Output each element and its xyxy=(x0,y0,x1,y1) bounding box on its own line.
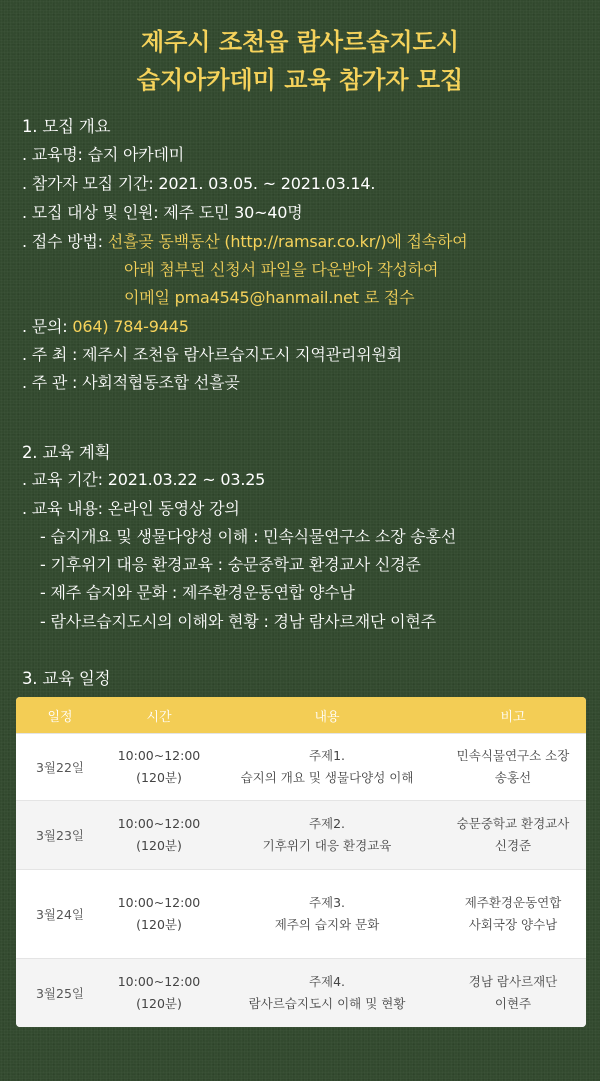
host-line: . 주 최 : 제주시 조천읍 람사르습지도시 지역관리위원회 xyxy=(22,345,402,364)
edu-period-value: 2021.03.22 ~ 03.25 xyxy=(107,470,266,489)
duration: (120분) xyxy=(136,838,182,853)
topic-title: 제주의 습지와 문화 xyxy=(274,917,380,932)
time-cell xyxy=(104,870,214,958)
time-cell xyxy=(104,801,214,869)
note-affiliation: 제주환경운동연합 xyxy=(464,895,562,910)
schedule-table xyxy=(16,697,586,1027)
topic-item: - 제주 습지와 문화 : 제주환경운동연합 양수남 xyxy=(40,583,355,602)
apply-label: . 접수 방법: xyxy=(22,232,108,251)
table-row xyxy=(16,869,586,958)
table-row xyxy=(16,733,586,800)
table-header xyxy=(16,697,586,733)
edu-content-line xyxy=(22,496,240,519)
contact-label: . 문의: xyxy=(22,317,73,336)
time-range: 10:00~12:00 xyxy=(117,974,201,989)
note-cell xyxy=(440,959,586,1027)
contact-line xyxy=(22,314,189,337)
topic-item: - 람사르습지도시의 이해와 현황 : 경남 람사르재단 이현주 xyxy=(40,612,436,631)
recruit-period-label: . 참가자 모집 기간: xyxy=(22,174,159,193)
note-name: 신경준 xyxy=(494,838,532,853)
note-name: 송홍선 xyxy=(494,770,532,785)
column-header: 시간 xyxy=(146,709,172,725)
organizer-line: . 주 관 : 사회적협동조합 선흘곶 xyxy=(22,373,240,392)
note-cell xyxy=(440,801,586,869)
contact-value: 064) 784-9445 xyxy=(72,317,189,336)
note-affiliation: 경남 람사르재단 xyxy=(468,974,558,989)
edu-period-label: . 교육 기간: xyxy=(22,470,108,489)
title-line-1: 제주시 조천읍 람사르습지도시 xyxy=(140,28,460,56)
edu-period-line xyxy=(22,467,265,490)
course-value: 습지 아카데미 xyxy=(87,145,185,164)
duration: (120분) xyxy=(136,917,182,932)
course-label: . 교육명: xyxy=(22,145,88,164)
table-row xyxy=(16,800,586,869)
topic-item: - 기후위기 대응 환경교육 : 숭문중학교 환경교사 신경준 xyxy=(40,555,421,574)
edu-content-value: 온라인 동영상 강의 xyxy=(107,499,240,518)
note-affiliation: 숭문중학교 환경교사 xyxy=(456,816,570,831)
recruit-period-value: 2021. 03.05. ~ 2021.03.14. xyxy=(158,174,376,193)
apply-line-3: 이메일 pma4545@hanmail.net 로 접수 xyxy=(124,288,415,307)
title-line-2: 습지아카데미 교육 참가자 모집 xyxy=(136,66,464,94)
content-cell xyxy=(214,801,440,869)
note-cell xyxy=(440,870,586,958)
duration: (120분) xyxy=(136,770,182,785)
time-range: 10:00~12:00 xyxy=(117,895,201,910)
topic-title: 기후위기 대응 환경교육 xyxy=(262,838,392,853)
target-line xyxy=(22,200,303,223)
section1-heading: 1. 모집 개요 xyxy=(22,117,111,136)
date-cell: 3월23일 xyxy=(35,828,84,843)
topic-number: 주제1. xyxy=(308,748,346,763)
topic-title: 람사르습지도시 이해 및 현황 xyxy=(248,996,406,1011)
apply-line-1: 선흘곶 동백동산 (http://ramsar.co.kr/)에 접속하여 xyxy=(107,232,468,251)
section3-heading: 3. 교육 일정 xyxy=(22,669,111,688)
column-header: 비고 xyxy=(500,709,526,725)
time-range: 10:00~12:00 xyxy=(117,816,201,831)
date-cell: 3월22일 xyxy=(35,760,84,775)
note-name: 이현주 xyxy=(494,996,532,1011)
date-cell: 3월25일 xyxy=(35,986,84,1001)
edu-content-label: . 교육 내용: xyxy=(22,499,108,518)
content-cell xyxy=(214,959,440,1027)
time-range: 10:00~12:00 xyxy=(117,748,201,763)
apply-line xyxy=(22,229,468,252)
topic-number: 주제3. xyxy=(308,895,346,910)
time-cell xyxy=(104,959,214,1027)
topic-item: - 습지개요 및 생물다양성 이해 : 민속식물연구소 소장 송홍선 xyxy=(40,527,456,546)
note-affiliation: 민속식물연구소 소장 xyxy=(456,748,570,763)
topic-number: 주제4. xyxy=(308,974,346,989)
column-header: 일정 xyxy=(47,709,73,725)
note-name: 사회국장 양수남 xyxy=(468,917,558,932)
course-line xyxy=(22,142,184,165)
section2-heading: 2. 교육 계획 xyxy=(22,443,111,462)
table-row xyxy=(16,958,586,1027)
recruit-period-line xyxy=(22,171,375,194)
topic-title: 습지의 개요 및 생물다양성 이해 xyxy=(240,770,414,785)
note-cell xyxy=(440,734,586,800)
content-cell xyxy=(214,870,440,958)
time-cell xyxy=(104,734,214,800)
column-header: 내용 xyxy=(314,709,340,725)
date-cell: 3월24일 xyxy=(35,907,84,922)
content-cell xyxy=(214,734,440,800)
target-value: 제주 도민 30~40명 xyxy=(163,203,303,222)
target-label: . 모집 대상 및 인원: xyxy=(22,203,164,222)
duration: (120분) xyxy=(136,996,182,1011)
apply-line-2: 아래 첨부된 신청서 파일을 다운받아 작성하여 xyxy=(124,260,439,279)
topic-number: 주제2. xyxy=(308,816,346,831)
